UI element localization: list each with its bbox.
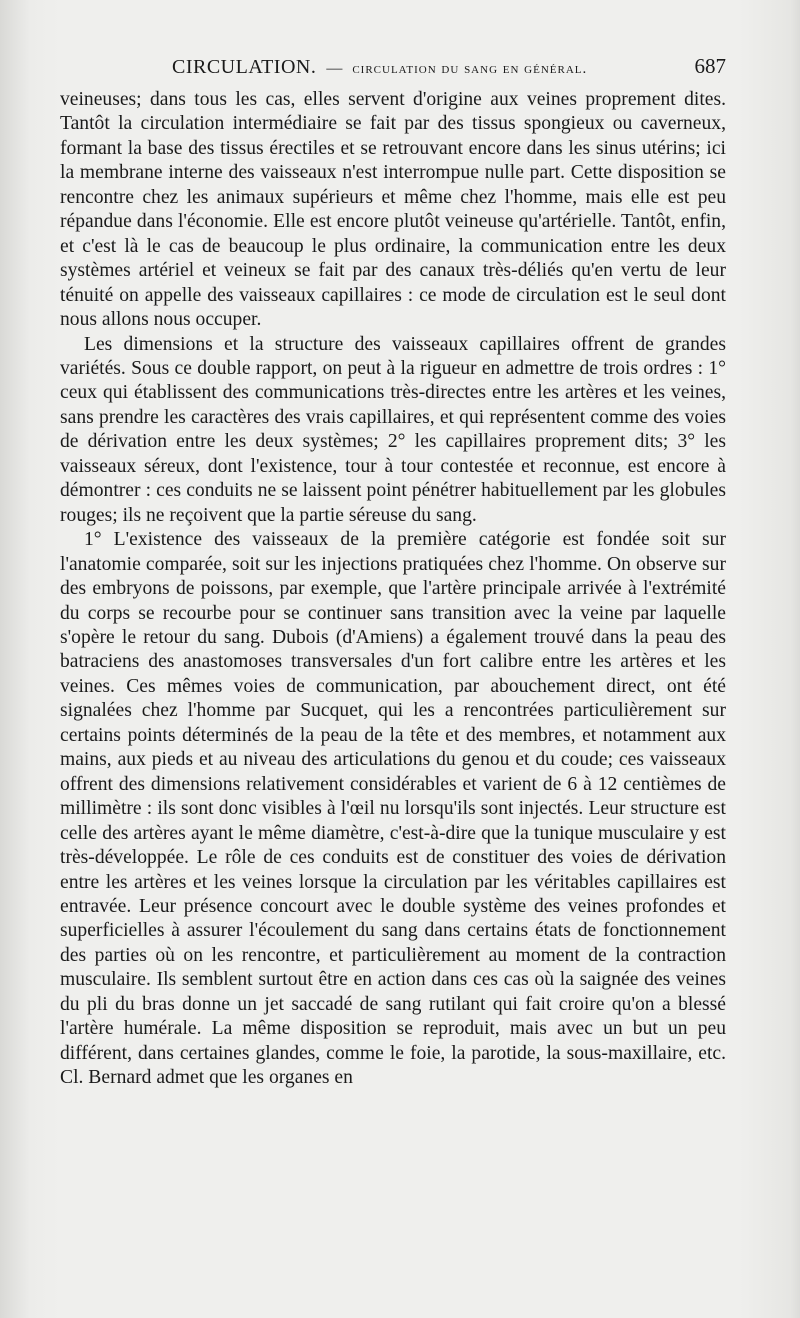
paragraph-2: Les dimensions et la structure des vaisseaux capillaires offrent de grandes variétés. Sous ce double rapport, on peut à la rigueur en admettre de trois ordres : 1° ceux qui établissent des communications très-directes entre les artères et les veines, sans prendre les caractères des vrais capillaires, et qui représentent comme des voies de dérivation entre les deux systèmes; 2° les capillaires proprement dits; 3° les vaisseaux séreux, dont l'existence, tour à tour contestée et reconnue, est encore à démontrer : ces conduits ne se laissent point pénétrer habituellement par les globules rouges; ils ne reçoivent que la partie séreuse du sang. [60,333,726,526]
chapter-title: CIRCULATION. [172,56,317,78]
paragraph-1: veineuses; dans tous les cas, elles servent d'origine aux veines proprement dites. Tantôt la circulation intermédiaire se fait par des tissus spongieux ou caverneux, formant la base des tissus érectiles et se retrouvant encore dans les sinus utérins; ici la membrane interne des vaisseaux n'est interrompue nulle part. Cette disposition se rencontre chez les animaux supérieurs et même chez l'homme, mais elle est peu répandue dans l'économie. Elle est encore plutôt veineuse qu'artérielle. Tantôt, enfin, et c'est là le cas de beaucoup le plus ordinaire, la communication entre les deux systèmes artériel et veineux se fait par des canaux très-déliés qu'en vertu de leur ténuité on appelle des vaisseaux capillaires : ce mode de circulation est le seul dont nous allons nous occuper. [60,89,726,331]
running-head-left [60,56,587,79]
header-dash: — [326,60,343,77]
running-head [60,54,726,82]
paragraph-3: 1° L'existence des vaisseaux de la première catégorie est fondée soit sur l'anatomie comparée, soit sur les injections pratiquées chez l'homme. On observe sur des embryons de poissons, par exemple, que l'artère principale arrivée à l'extrémité du corps se recourbe pour se continuer sans transition avec la veine par laquelle s'opère le retour du sang. Dubois (d'Amiens) a également trouvé dans la peau des batraciens des anastomoses transversales d'un fort calibre entre les artères et les veines. Ces mêmes voies de communication, par abouchement direct, ont été signalées chez l'homme par Sucquet, qui les a rencontrées particulièrement sur certains points déterminés de la peau de la tête et des membres, et notamment aux mains, aux pieds et au niveau des articulations du genou et du coude; ces vaisseaux offrent des dimensions relativement considérables et varient de 6 à 12 centièmes de millimètre : ils sont donc visibles à l'œil nu lorsqu'ils sont injectés. Leur structure est celle des artères ayant le même diamètre, c'est-à-dire que la tunique musculaire y est très-développée. Le rôle de ces conduits est de constituer des voies de dérivation entre les artères et les veines lorsque la circulation par les véritables capillaires est entravée. Leur présence concourt avec le double système des veines profondes et superficielles à assurer l'écoulement du sang dans certains états de fonctionnement des parties où on les rencontre, et particulièrement au moment de la contraction musculaire. Ils semblent surtout être en action dans ces cas où la saignée des veines du pli du bras donne un jet saccadé de sang rutilant qui fait croire qu'on a blessé l'artère humérale. La même disposition se reproduit, mais avec un but un peu différent, dans certaines glandes, comme le foie, la parotide, la sous-maxillaire, etc. Cl. Bernard admet que les organes en [60,529,726,1089]
body-text [60,88,726,1091]
page-number: 687 [694,54,726,78]
section-subtitle: circulation du sang en général. [352,61,588,77]
